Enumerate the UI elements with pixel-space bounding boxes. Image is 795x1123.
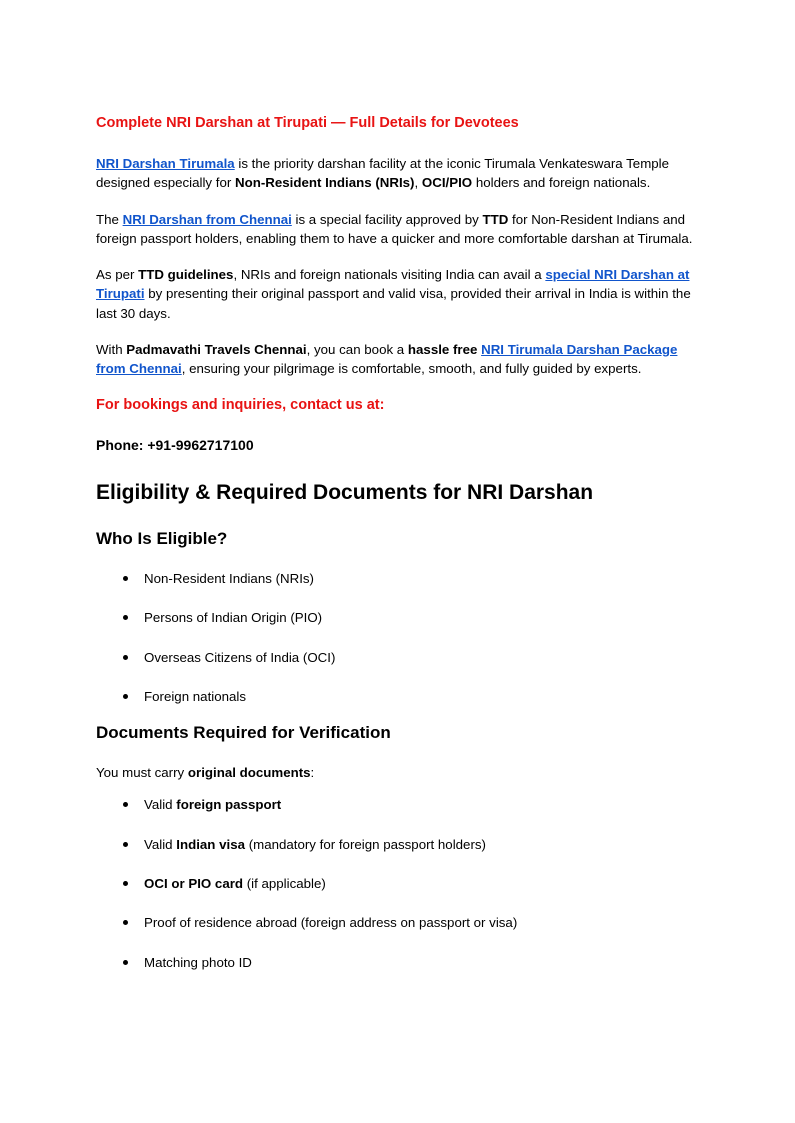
- list-item: [96, 953, 699, 972]
- inline-link[interactable]: NRI Darshan from Chennai: [122, 211, 292, 227]
- list-item-text: Non-Resident Indians (NRIs): [144, 570, 314, 586]
- text-run: You must carry: [96, 765, 188, 781]
- text-run: (mandatory for foreign passport holders): [245, 836, 486, 852]
- text-run: Proof of residence abroad (foreign address on passport or visa): [144, 915, 518, 931]
- text-run: (if applicable): [243, 876, 326, 892]
- list-item-text: [144, 915, 517, 930]
- section-title-eligibility: Eligibility & Required Documents for NRI Darshan: [96, 480, 594, 504]
- text-run: TTD guidelines: [138, 267, 234, 283]
- text-run: Valid: [144, 797, 177, 813]
- inline-link[interactable]: NRI Tirumala Darshan Package from Chennai: [96, 342, 678, 377]
- contact-heading: For bookings and inquiries, contact us at:: [96, 396, 385, 413]
- list-item: [96, 795, 699, 814]
- list-item-text: Persons of Indian Origin (PIO): [144, 610, 323, 626]
- text-run: Padmavathi Travels Chennai: [126, 342, 307, 358]
- intro-heading: Complete NRI Darshan at Tirupati — Full Details for Devotees: [96, 115, 519, 131]
- text-run: TTD: [482, 211, 509, 227]
- subheading-documents-required: Documents Required for Verification: [96, 723, 391, 743]
- list-item: [96, 569, 699, 588]
- text-run: OCI or PIO card: [144, 876, 244, 892]
- text-run: Non-Resident Indians (NRIs): [234, 175, 415, 191]
- text-run: Matching photo ID: [144, 954, 252, 970]
- text-run: original documents: [187, 765, 311, 781]
- text-run: :: [310, 765, 315, 781]
- text-run: hassle free: [407, 342, 482, 358]
- text-run: OCI/PIO: [421, 175, 473, 191]
- text-run: The: [96, 211, 123, 227]
- documents-intro: [96, 763, 699, 782]
- list-item: [96, 608, 699, 627]
- list-item: [96, 874, 699, 893]
- list-item-text: [144, 837, 486, 852]
- list-item-text: [144, 797, 281, 812]
- list-item: [96, 687, 699, 706]
- documents-list: [96, 795, 699, 971]
- list-item-text: Overseas Citizens of India (OCI): [144, 649, 336, 665]
- subheading-who-is-eligible: Who Is Eligible?: [96, 528, 228, 548]
- text-run: , you can book a: [306, 342, 408, 358]
- text-run: , ensuring your pilgrimage is comfortable, smooth, and fully guided by experts.: [181, 361, 642, 377]
- eligible-list: [96, 569, 699, 706]
- list-item: [96, 648, 699, 667]
- text-run: is the priority darshan facility at the iconic Tirumala Venkateswara Temple designed especially for: [96, 156, 670, 191]
- text-run: foreign passport: [176, 797, 282, 813]
- phone-line: Phone: +91-9962717100: [96, 436, 254, 453]
- inline-link[interactable]: NRI Darshan Tirumala: [96, 156, 235, 171]
- paragraph-padmavathi-travels: [96, 340, 699, 379]
- text-run: As per: [96, 267, 139, 283]
- text-run: for Non-Resident Indians and foreign passport holders, enabling them to have a quicker and more comfortable darshan at Tirumala.: [96, 211, 693, 246]
- text-run: by presenting their original passport and valid visa, provided their arrival in India is within the last 30 days.: [96, 286, 691, 321]
- text-run: ,: [414, 175, 422, 191]
- text-run: With: [96, 342, 127, 358]
- paragraph-ttd-guidelines: [96, 265, 699, 323]
- text-run: Valid: [144, 836, 177, 852]
- list-item: [96, 835, 699, 854]
- text-run: holders and foreign nationals.: [472, 175, 651, 191]
- list-item-text: [144, 876, 326, 891]
- paragraph-nri-darshan-from-chennai: [96, 210, 699, 249]
- paragraph-nri-darshan-tirumala: [96, 154, 699, 193]
- inline-link[interactable]: special NRI Darshan at Tirupati: [96, 267, 690, 302]
- text-run: , NRIs and foreign nationals visiting India can avail a: [233, 267, 546, 283]
- text-run: is a special facility approved by: [291, 211, 483, 227]
- list-item-text: Foreign nationals: [144, 688, 247, 704]
- text-run: Indian visa: [176, 836, 246, 852]
- list-item: [96, 913, 699, 932]
- list-item-text: [144, 955, 252, 970]
